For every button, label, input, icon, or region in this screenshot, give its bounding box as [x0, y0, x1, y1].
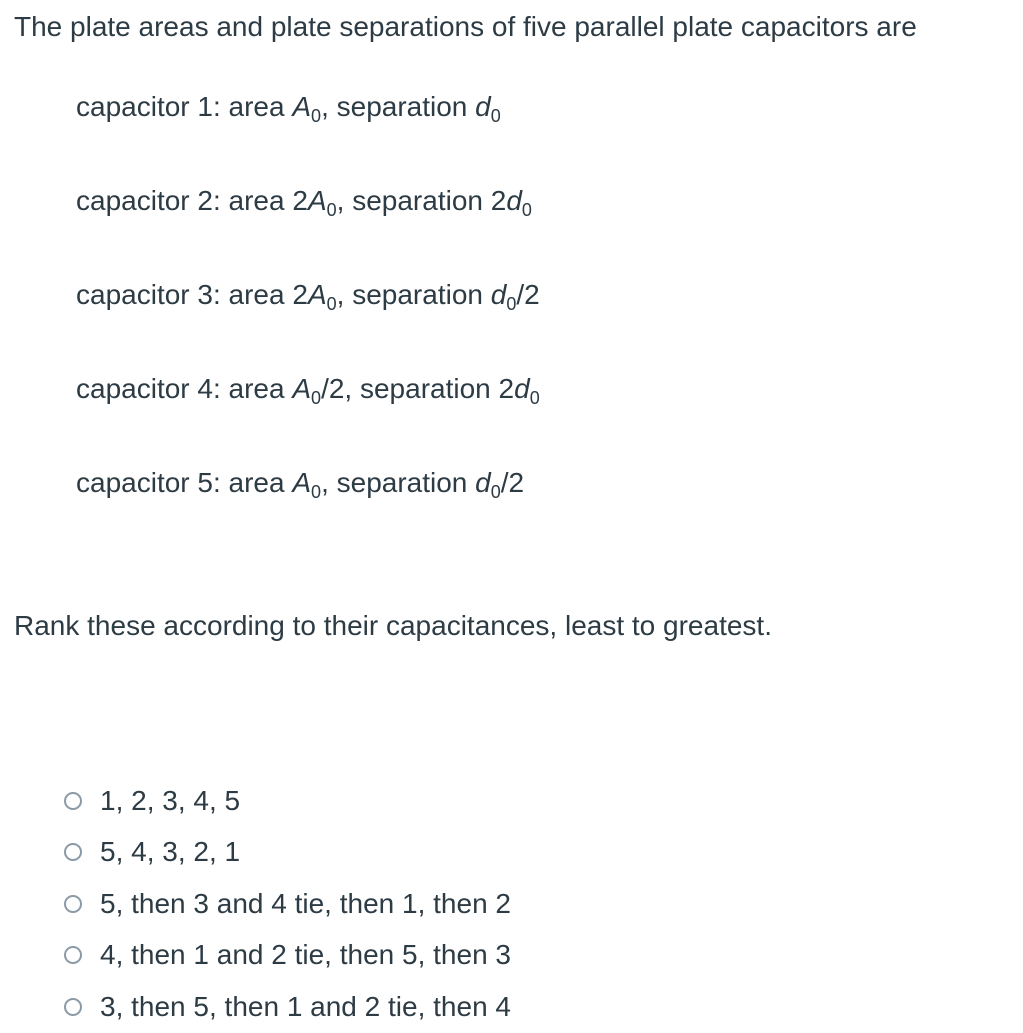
- separation-value: $d_0$: [475, 91, 501, 126]
- answer-option[interactable]: [64, 878, 511, 930]
- separation-word: , separation: [321, 91, 468, 122]
- question-prompt: Rank these according to their capacitances, least to greatest.: [14, 610, 772, 641]
- answer-options: [64, 775, 511, 1033]
- area-word: area: [228, 185, 285, 216]
- area-word: area: [228, 467, 285, 498]
- area-value: $A_0/2$: [292, 373, 345, 408]
- capacitor-label: capacitor 4:: [76, 373, 221, 404]
- area-value: $2A_0$: [292, 279, 337, 314]
- capacitor-label: capacitor 3:: [76, 279, 221, 310]
- capacitor-label: capacitor 1:: [76, 91, 221, 122]
- capacitor-4: [76, 370, 540, 408]
- answer-option-label[interactable]: 4, then 1 and 2 tie, then 5, then 3: [100, 939, 511, 971]
- separation-value: $d_0/2$: [490, 279, 540, 314]
- capacitor-label: capacitor 2:: [76, 185, 221, 216]
- radio-button[interactable]: [64, 792, 82, 810]
- radio-button[interactable]: [64, 843, 82, 861]
- radio-button[interactable]: [64, 895, 82, 913]
- separation-word: , separation: [336, 185, 483, 216]
- separation-word: , separation: [321, 467, 468, 498]
- answer-option[interactable]: [64, 981, 511, 1033]
- answer-option-label[interactable]: 5, 4, 3, 2, 1: [100, 836, 241, 868]
- answer-option-label[interactable]: 5, then 3 and 4 tie, then 1, then 2: [100, 887, 511, 919]
- separation-word: , separation: [344, 373, 491, 404]
- separation-value: $d_0/2$: [475, 467, 525, 502]
- separation-value: $2d_0$: [490, 185, 532, 220]
- answer-option[interactable]: [64, 930, 511, 982]
- capacitor-5: [76, 464, 540, 502]
- capacitor-list: [76, 88, 540, 558]
- area-value: $2A_0$: [292, 185, 337, 220]
- answer-option[interactable]: [64, 827, 511, 879]
- capacitor-2: [76, 182, 540, 220]
- separation-word: , separation: [336, 279, 483, 310]
- capacitor-label: capacitor 5:: [76, 467, 221, 498]
- answer-option[interactable]: [64, 775, 511, 827]
- radio-button[interactable]: [64, 946, 82, 964]
- answer-option-label[interactable]: 3, then 5, then 1 and 2 tie, then 4: [100, 990, 511, 1022]
- question-intro: The plate areas and plate separations of five parallel plate capacitors are: [14, 11, 917, 42]
- capacitor-3: [76, 276, 540, 314]
- area-word: area: [228, 91, 285, 122]
- area-value: $A_0$: [292, 91, 322, 126]
- answer-option-label[interactable]: 1, 2, 3, 4, 5: [100, 784, 241, 816]
- area-word: area: [228, 373, 285, 404]
- capacitor-1: [76, 88, 540, 126]
- separation-value: $2d_0$: [498, 373, 540, 408]
- area-value: $A_0$: [292, 467, 322, 502]
- radio-button[interactable]: [64, 998, 82, 1016]
- area-word: area: [228, 279, 285, 310]
